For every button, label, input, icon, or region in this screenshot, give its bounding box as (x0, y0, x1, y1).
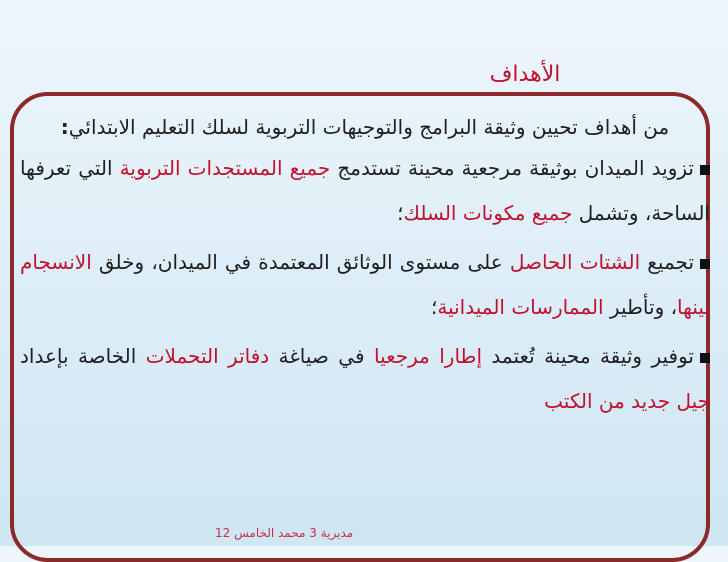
item-text: التي تعرفها الساحة، وتشمل (20, 156, 710, 225)
slide-title: الأهداف (489, 62, 561, 87)
square-bullet-icon (700, 259, 710, 269)
objective-item-2 (20, 240, 710, 330)
item-text: ؛ (397, 201, 404, 225)
item-highlight: جيل جديد من الكتب (544, 389, 710, 413)
item-text: في صياغة (269, 344, 374, 368)
item-text: على مستوى الوثائق المعتمدة في الميدان، وخلق (91, 250, 510, 274)
item-text: ، وتأطير (603, 295, 678, 319)
intro-colon: : (60, 115, 69, 139)
item-highlight: الممارسات الميدانية (437, 295, 604, 319)
item-text: تزويد الميدان بوثيقة مرجعية محينة تستدمج (330, 156, 694, 180)
objective-item-1 (20, 146, 710, 236)
item-highlight: إطارا مرجعيا (373, 344, 483, 368)
item-text: تجميع (640, 250, 695, 274)
intro-text (20, 112, 710, 142)
item-highlight: دفاتر التحملات (145, 344, 270, 368)
item-highlight: جميع مكونات السلك (403, 201, 573, 225)
item-highlight: الشتات الحاصل (509, 250, 641, 274)
square-bullet-icon (700, 353, 710, 363)
item-highlight: جميع المستجدات التربوية (119, 156, 331, 180)
item-highlight: الانسجام بينها (20, 250, 710, 319)
objective-item-3 (20, 334, 710, 424)
slide-content (20, 112, 710, 424)
intro-sentence: من أهداف تحيين وثيقة البرامج والتوجيهات التربوية لسلك التعليم الابتدائي (68, 115, 670, 139)
square-bullet-icon (700, 165, 710, 175)
slide-footer: مديرية 3 محمد الخامس 12 (215, 526, 354, 540)
item-text: ؛ (431, 295, 438, 319)
item-text: الخاصة بإعداد (20, 344, 146, 368)
item-text: توفير وثيقة محينة تُعتمد (482, 344, 694, 368)
